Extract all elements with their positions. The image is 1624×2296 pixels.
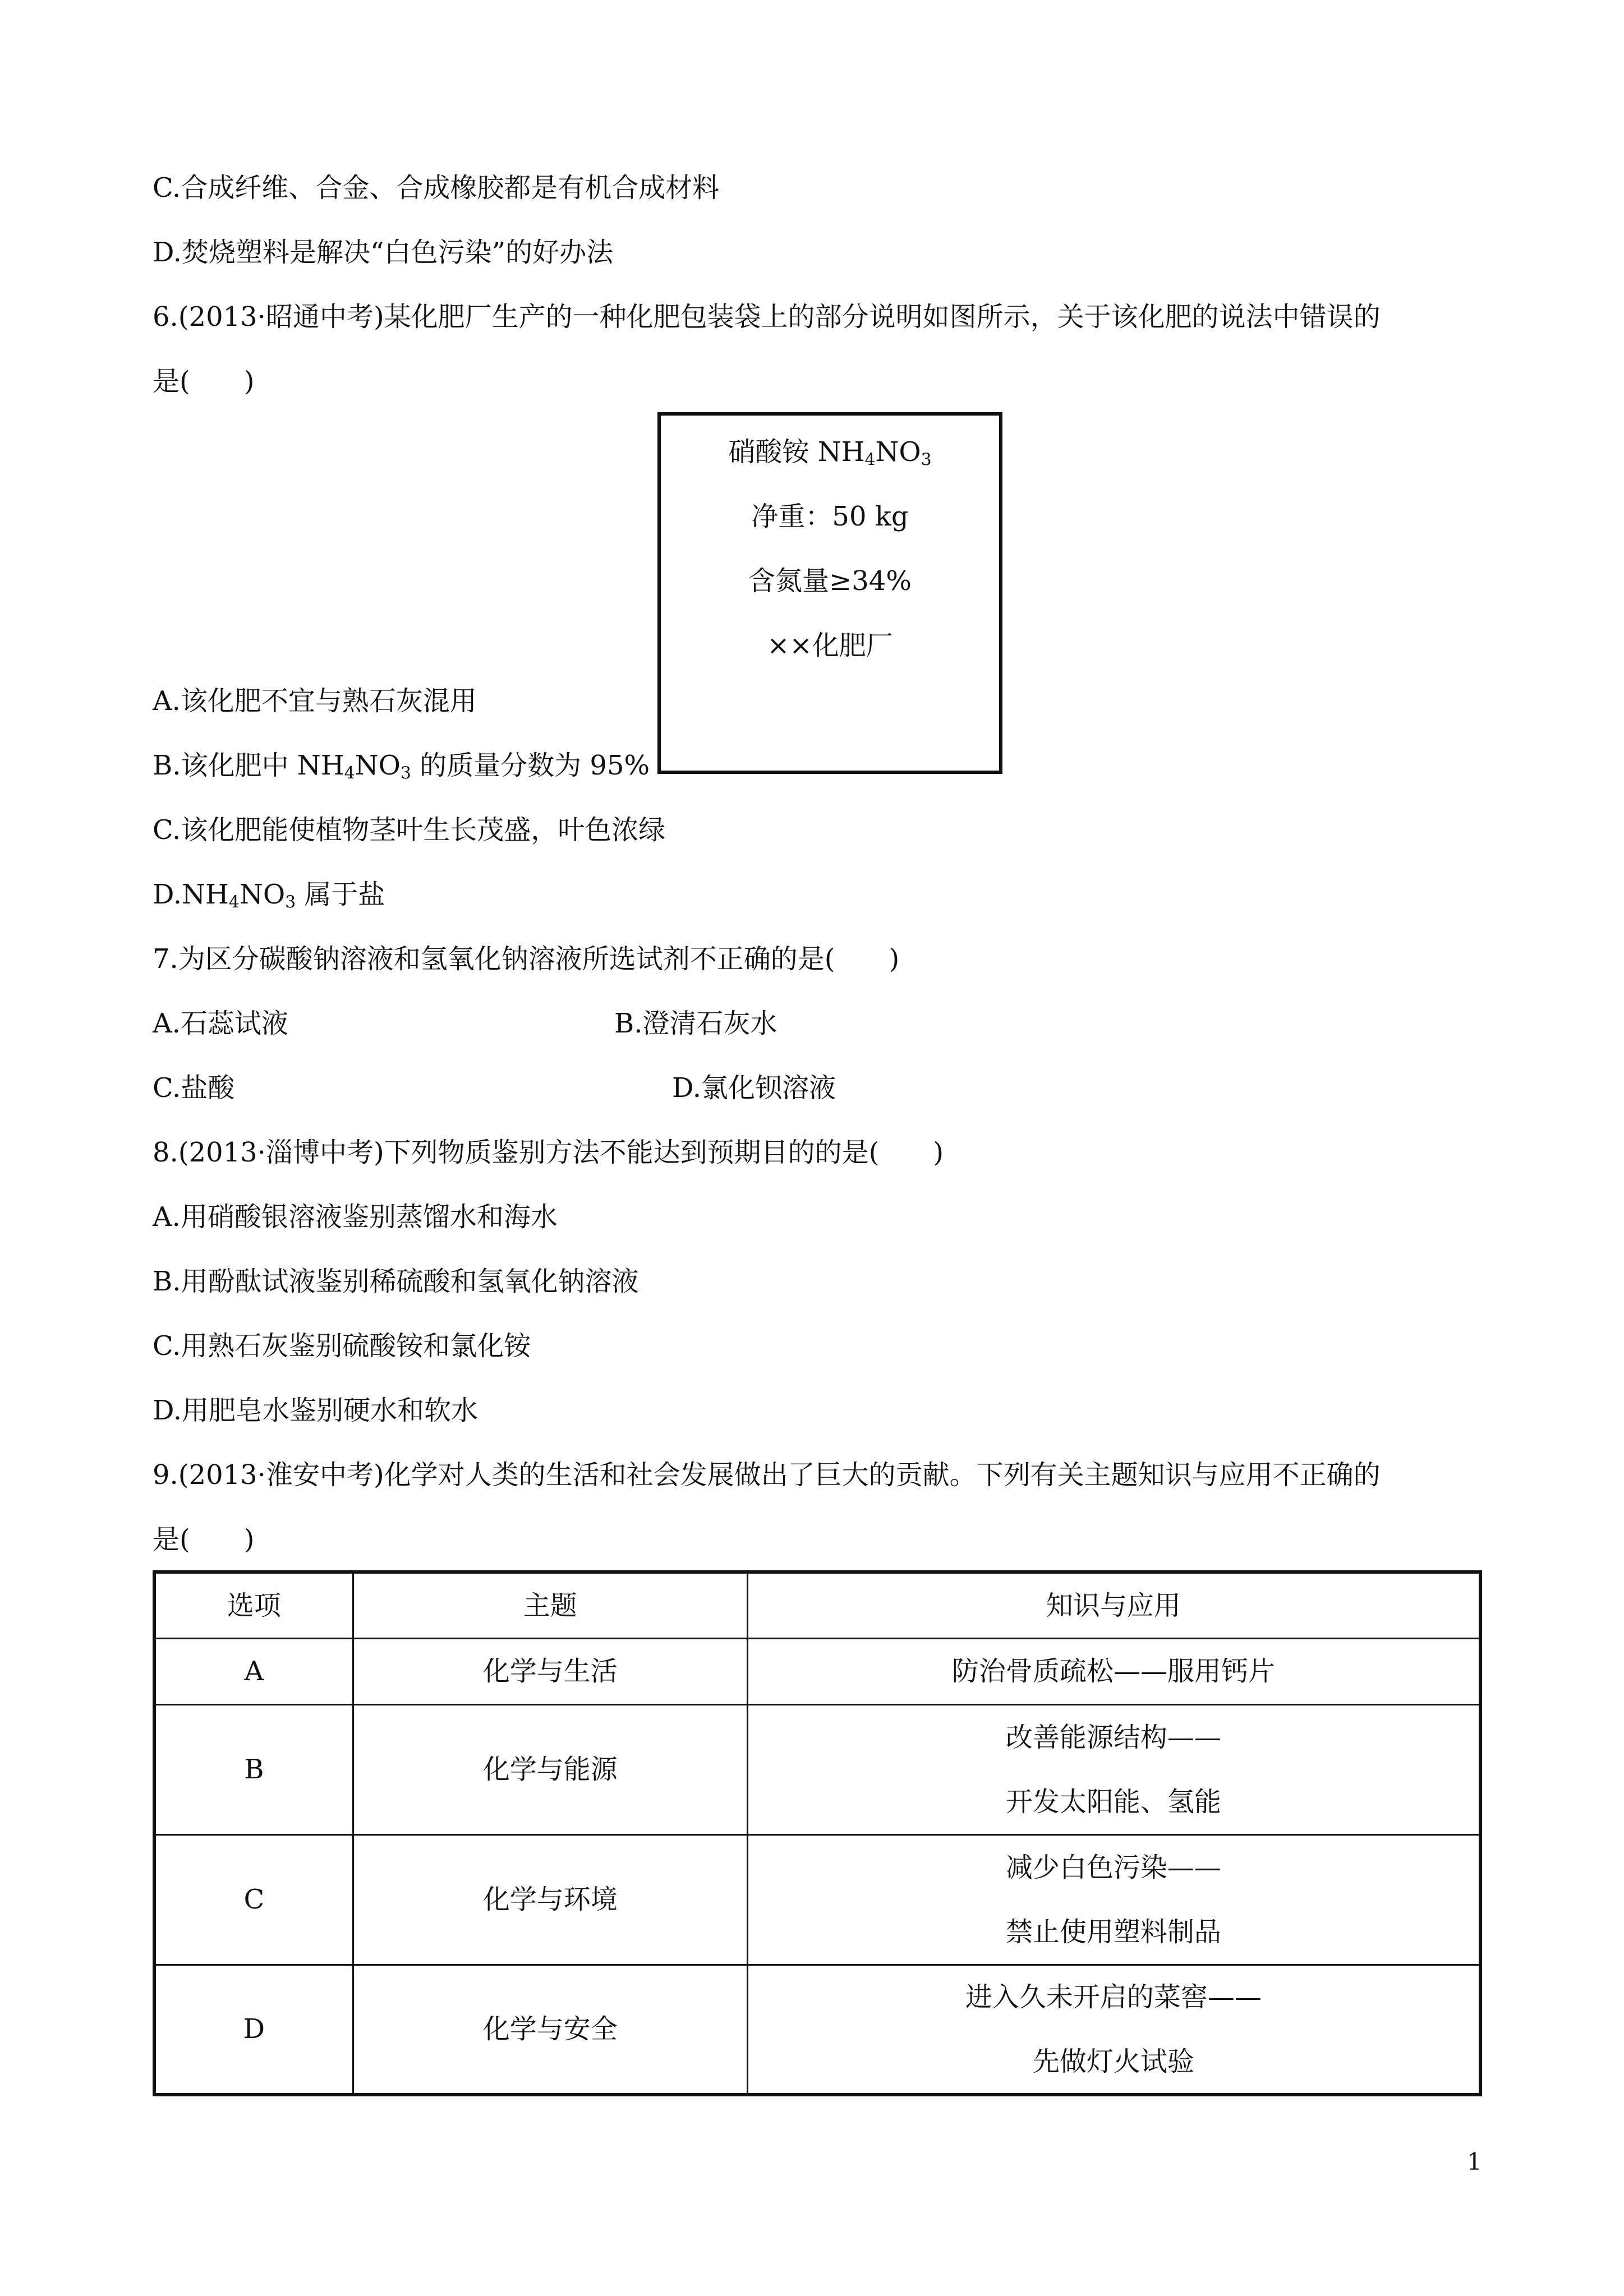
table-header-row (154, 1572, 1480, 1638)
q9-stem-line1: 9.(2013·淮安中考)化学对人类的生活和社会发展做出了巨大的贡献。下列有关主题知识与应用不正确的 (153, 1459, 1381, 1491)
q5-option-d: D.焚烧塑料是解决“白色污染”的好办法 (153, 237, 614, 268)
q9-theme-table (153, 1570, 1482, 2096)
header-option: 选项 (154, 1572, 353, 1638)
q7-option-a: A.石蕊试液 (153, 1008, 288, 1039)
row-option: C (154, 1834, 353, 1965)
q6-option-a: A.该化肥不宜与熟石灰混用 (153, 685, 477, 717)
q5-option-c: C.合成纤维、合金、合成橡胶都是有机合成材料 (153, 172, 720, 204)
table-row (154, 1704, 1480, 1834)
q7-option-d: D.氯化钡溶液 (672, 1072, 836, 1104)
q7-option-c: C.盐酸 (153, 1072, 235, 1104)
row-option: D (154, 1965, 353, 2095)
q8-stem: 8.(2013·淄博中考)下列物质鉴别方法不能达到预期目的的是( ) (153, 1137, 944, 1168)
row-theme: 化学与能源 (353, 1704, 747, 1834)
row-theme: 化学与安全 (353, 1965, 747, 2095)
row-knowledge: 改善能源结构—— 开发太阳能、氢能 (747, 1704, 1480, 1834)
q7-stem: 7.为区分碳酸钠溶液和氢氧化钠溶液所选试剂不正确的是( ) (153, 943, 900, 975)
row-theme: 化学与生活 (353, 1638, 747, 1704)
q6-stem-line1: 6.(2013·昭通中考)某化肥厂生产的一种化肥包装袋上的部分说明如图所示，关于该化肥的说法中错误的 (153, 301, 1381, 333)
q8-option-d: D.用肥皂水鉴别硬水和软水 (153, 1395, 479, 1426)
fertilizer-net-weight: 净重：50 kg (751, 501, 909, 532)
q6-stem-line2: 是( ) (153, 366, 255, 397)
fertilizer-label-box (657, 412, 1002, 774)
row-knowledge: 防治骨质疏松——服用钙片 (747, 1638, 1480, 1704)
row-knowledge: 进入久未开启的菜窖—— 先做灯火试验 (747, 1965, 1480, 2095)
table-row (154, 1834, 1480, 1965)
q7-option-b: B.澄清石灰水 (614, 1008, 778, 1039)
fertilizer-factory: ××化肥厂 (767, 630, 893, 661)
q9-stem-line2: 是( ) (153, 1524, 255, 1555)
q6-option-c: C.该化肥能使植物茎叶生长茂盛，叶色浓绿 (153, 814, 666, 846)
fertilizer-name: 硝酸铵 $NH_4NO_3$ (728, 436, 932, 470)
row-knowledge: 减少白色污染—— 禁止使用塑料制品 (747, 1834, 1480, 1965)
q8-option-b: B.用酚酞试液鉴别稀硫酸和氢氧化钠溶液 (153, 1266, 639, 1297)
header-theme: 主题 (353, 1572, 747, 1638)
row-theme: 化学与环境 (353, 1834, 747, 1965)
q8-option-c: C.用熟石灰鉴别硫酸铵和氯化铵 (153, 1330, 531, 1362)
row-option: A (154, 1638, 353, 1704)
page-number: 1 (1467, 2148, 1482, 2175)
q6-option-d: $D.NH_4NO_3$ 属于盐 (153, 879, 385, 912)
q8-option-a: A.用硝酸银溶液鉴别蒸馏水和海水 (153, 1201, 558, 1233)
table-row (154, 1965, 1480, 2095)
table-row (154, 1638, 1480, 1704)
row-option: B (154, 1704, 353, 1834)
header-knowledge: 知识与应用 (747, 1572, 1480, 1638)
q6-option-b: B.该化肥中 $NH_4NO_3$ 的质量分数为 95% (153, 750, 650, 783)
fertilizer-nitrogen-content: 含氮量≥34% (748, 565, 912, 597)
